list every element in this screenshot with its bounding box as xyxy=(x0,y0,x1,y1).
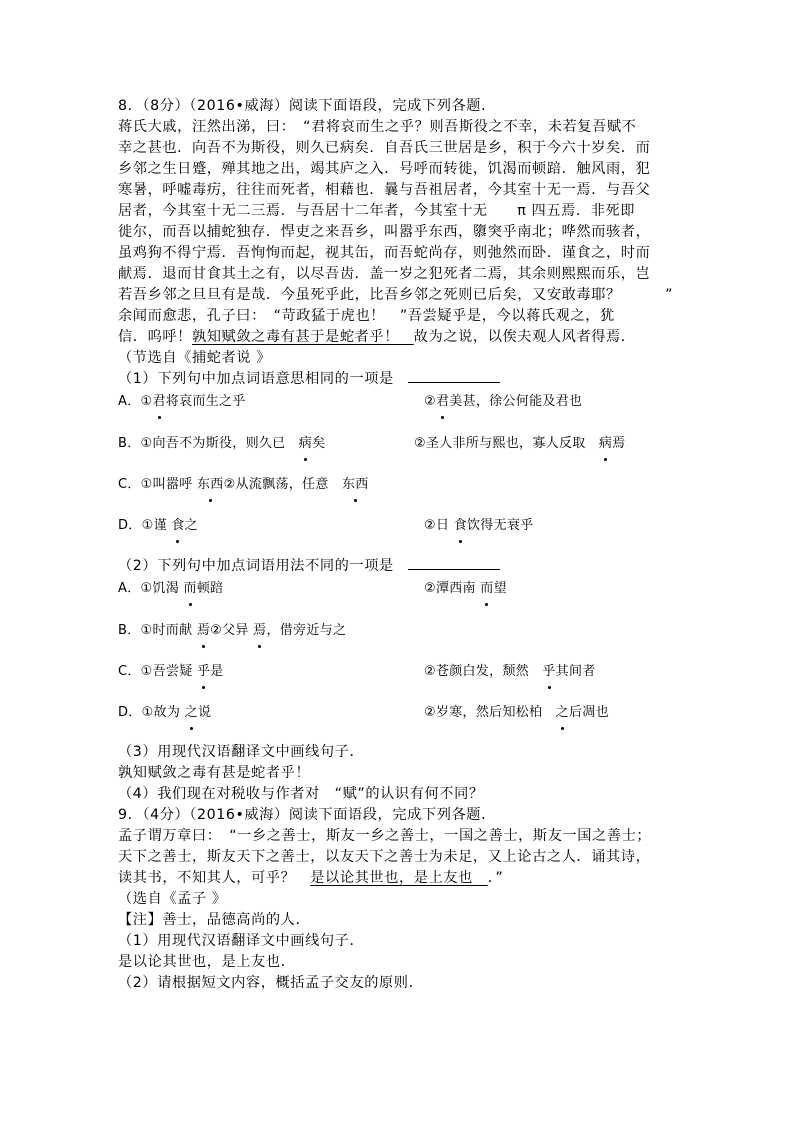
q8-last-post: 故为之说，以俟夫观人风者得焉． xyxy=(413,329,636,345)
q8-last-pre: 信．呜呼！ xyxy=(118,329,192,345)
option-text: 时而献 xyxy=(152,623,197,638)
option-text: 饥渴 xyxy=(152,581,184,596)
option-second-sentence xyxy=(424,516,534,536)
dotted-word: 焉 xyxy=(197,621,210,641)
q8-source: （节选自《捕蛇者说 》 xyxy=(118,350,271,366)
option-label: B．① xyxy=(118,623,153,638)
option-text: 是 xyxy=(210,664,224,679)
dotted-word: 焉 xyxy=(253,621,266,641)
option-text: 矣 xyxy=(312,436,326,451)
dotted-word: 东西 xyxy=(197,475,224,495)
q8-header: 8．（8分）（2016•威海）阅读下面语段，完成下列各题． xyxy=(118,98,496,114)
dotted-word: 乎 xyxy=(197,662,210,682)
dotted-word: 病 xyxy=(599,434,612,454)
dotted-word: 病 xyxy=(299,434,312,454)
option-text: 谨 xyxy=(153,518,172,533)
q8-sub2-option-a[interactable] xyxy=(118,579,507,599)
q9-sub2-prompt: （2）请根据短文内容，概括孟子交友的原则． xyxy=(118,975,424,991)
dotted-word: 而 xyxy=(480,579,493,599)
q8-sub2-option-d[interactable] xyxy=(118,703,609,723)
option-text: ②圣人非所与熙也，寡人反取 xyxy=(414,436,599,451)
option-second-sentence xyxy=(414,434,625,454)
q8-sub1-option-c[interactable] xyxy=(118,475,369,495)
dotted-word: 乎 xyxy=(542,662,555,682)
option-text: ②苍颜白发，颓然 xyxy=(424,664,543,679)
dotted-word: 东西 xyxy=(342,475,369,495)
q8-passage-line: 寒暑，呼嘘毒疠，往往而死者，相藉也．曩与吾祖居者，今其室十无一焉．与吾父 xyxy=(118,182,651,198)
dotted-word: 君 xyxy=(436,392,449,412)
option-text: 故为 xyxy=(153,705,185,720)
q9-sub1-prompt: （1）用现代汉语翻译文中画线句子． xyxy=(118,933,365,949)
q9-passage-last-line xyxy=(118,868,503,888)
q8-sub3-prompt: （3）用现代汉语翻译文中画线句子． xyxy=(118,744,365,760)
option-text: ② xyxy=(424,394,436,409)
option-text: 焉 xyxy=(612,436,626,451)
option-text: ②岁寒，然后知松柏 xyxy=(424,705,556,720)
q9-note: 【注】善士，品德高尚的人． xyxy=(118,912,311,928)
q9-source: （选自《孟子 》 xyxy=(118,891,227,907)
dotted-word: 食 xyxy=(171,516,184,536)
q8-sub2-prompt xyxy=(118,555,500,576)
q8-sub1-prompt-text: （1）下列句中加点词语意思相同的一项是 xyxy=(118,371,394,387)
q8-passage-line: 虽鸡狗不得宁焉．吾恂恂而起，视其缶，而吾蛇尚存，则弛然而卧．谨食之，时而 xyxy=(118,245,651,261)
q8-passage-last-line xyxy=(118,327,636,347)
option-label: B．① xyxy=(118,436,153,451)
q8-passage-line: 幸之甚也．向吾不为斯役，则久已病矣．自吾氏三世居是乡，积于今六十岁矣．而 xyxy=(118,140,651,156)
option-text: 叫嚣呼 xyxy=(152,477,197,492)
q9-sub1-sentence: 是以论其世也，是上友也． xyxy=(118,954,296,970)
q8-sub2-prompt-text: （2）下列句中加点词语用法不同的一项是 xyxy=(118,558,394,574)
q9-underlined-sentence: 是以论其世也，是上友也 xyxy=(310,870,488,886)
q9-header: 9．（4分）（2016•威海）阅读下面语段，完成下列各题． xyxy=(118,807,496,823)
option-second-sentence xyxy=(424,392,582,412)
dotted-word: 而 xyxy=(184,579,197,599)
q8-passage-line: 蒋氏大戚，汪然出涕，曰： “君将哀而生之乎？则吾斯役之不幸，未若复吾赋不 xyxy=(118,119,637,135)
option-text: ②潭西南 xyxy=(424,581,481,596)
q8-passage-line: 若吾乡邻之旦旦有是哉．今虽死乎此，比吾乡邻之死则已后矣，又安敢毒耶？ ” xyxy=(118,287,674,303)
q8-sub4-prompt: （4）我们现在对税收与作者对 “赋”的认识有何不同？ xyxy=(118,786,484,802)
q8-passage-line: 徙尔，而吾以捕蛇独存．悍吏之来吾乡，叫嚣乎东西，隳突乎南北；哗然而骇者， xyxy=(118,224,651,240)
option-text: 后凋也 xyxy=(568,705,609,720)
q8-passage-line: 居者，今其室十无二三焉．与吾居十二年者，今其室十无 π 四五焉．非死即 xyxy=(118,203,636,219)
option-text: ，借旁近与之 xyxy=(266,623,347,638)
q8-passage-line: 余闻而愈悲，孔子曰： “苛政猛于虎也！ ”吾尝疑乎是，今以蒋氏观之，犹 xyxy=(118,308,615,324)
option-text: ②日 xyxy=(424,518,454,533)
option-label: C．① xyxy=(118,664,153,679)
option-label: D．① xyxy=(118,518,154,533)
q9-passage-line: 天下之善士，斯友天下之善士，以友天下之善士为未足，又上论古之人．诵其诗， xyxy=(118,849,651,865)
q8-sub2-option-b[interactable] xyxy=(118,621,346,641)
option-text: ②父异 xyxy=(210,623,254,638)
option-second-sentence xyxy=(424,579,507,599)
option-text: 美甚，徐公何能及君也 xyxy=(449,394,583,409)
q9-last-post: ．” xyxy=(487,870,504,886)
option-text: 说 xyxy=(197,705,212,720)
option-text: 吾尝疑 xyxy=(152,664,197,679)
q8-sub1-option-a[interactable] xyxy=(118,392,583,412)
q9-passage-line: 孟子谓万章曰： “一乡之善士，斯友一乡之善士，一国之善士，斯友一国之善士； xyxy=(118,828,652,844)
q8-sub3-sentence: 孰知赋敛之毒有甚是蛇者乎！ xyxy=(118,765,311,781)
q8-underlined-sentence: 孰知赋敛之毒有甚于是蛇者乎！ xyxy=(191,329,414,345)
answer-blank[interactable] xyxy=(408,368,500,383)
answer-blank[interactable] xyxy=(408,555,500,570)
option-label: A．① xyxy=(118,581,153,596)
q8-passage-line: 献焉．退而甘食其土之有，以尽吾齿．盖一岁之犯死者二焉，其余则熙熙而乐，岂 xyxy=(118,266,651,282)
dotted-word: 君 xyxy=(152,392,165,412)
option-text: 向吾不为斯役，则久已 xyxy=(152,436,299,451)
option-text: 饮得无衰乎 xyxy=(467,518,534,533)
q8-sub1-option-d[interactable] xyxy=(118,516,534,536)
q8-sub1-option-b[interactable] xyxy=(118,434,626,454)
option-label: C．① xyxy=(118,477,153,492)
q8-sub2-option-c[interactable] xyxy=(118,662,596,682)
dotted-word: 之 xyxy=(185,703,198,723)
option-text: ②从流飘荡，任意 xyxy=(223,477,342,492)
option-text: 望 xyxy=(493,581,507,596)
option-text: 将哀而生之乎 xyxy=(165,394,246,409)
option-second-sentence xyxy=(424,662,596,682)
q8-sub1-prompt xyxy=(118,368,500,389)
option-text: 其间者 xyxy=(555,664,596,679)
dotted-word: 之 xyxy=(556,703,569,723)
option-label: A．① xyxy=(118,394,153,409)
option-label: D．① xyxy=(118,705,154,720)
dotted-word: 食 xyxy=(454,516,467,536)
q9-last-pre: 读其书，不知其人，可乎？ xyxy=(118,870,311,886)
option-text: 之 xyxy=(184,518,198,533)
q8-passage-line: 乡邻之生日蹙，殚其地之出，竭其庐之入．号呼而转徙，饥渴而顿踣．触风雨，犯 xyxy=(118,161,651,177)
option-text: 顿踣 xyxy=(196,581,224,596)
option-second-sentence xyxy=(424,703,609,723)
